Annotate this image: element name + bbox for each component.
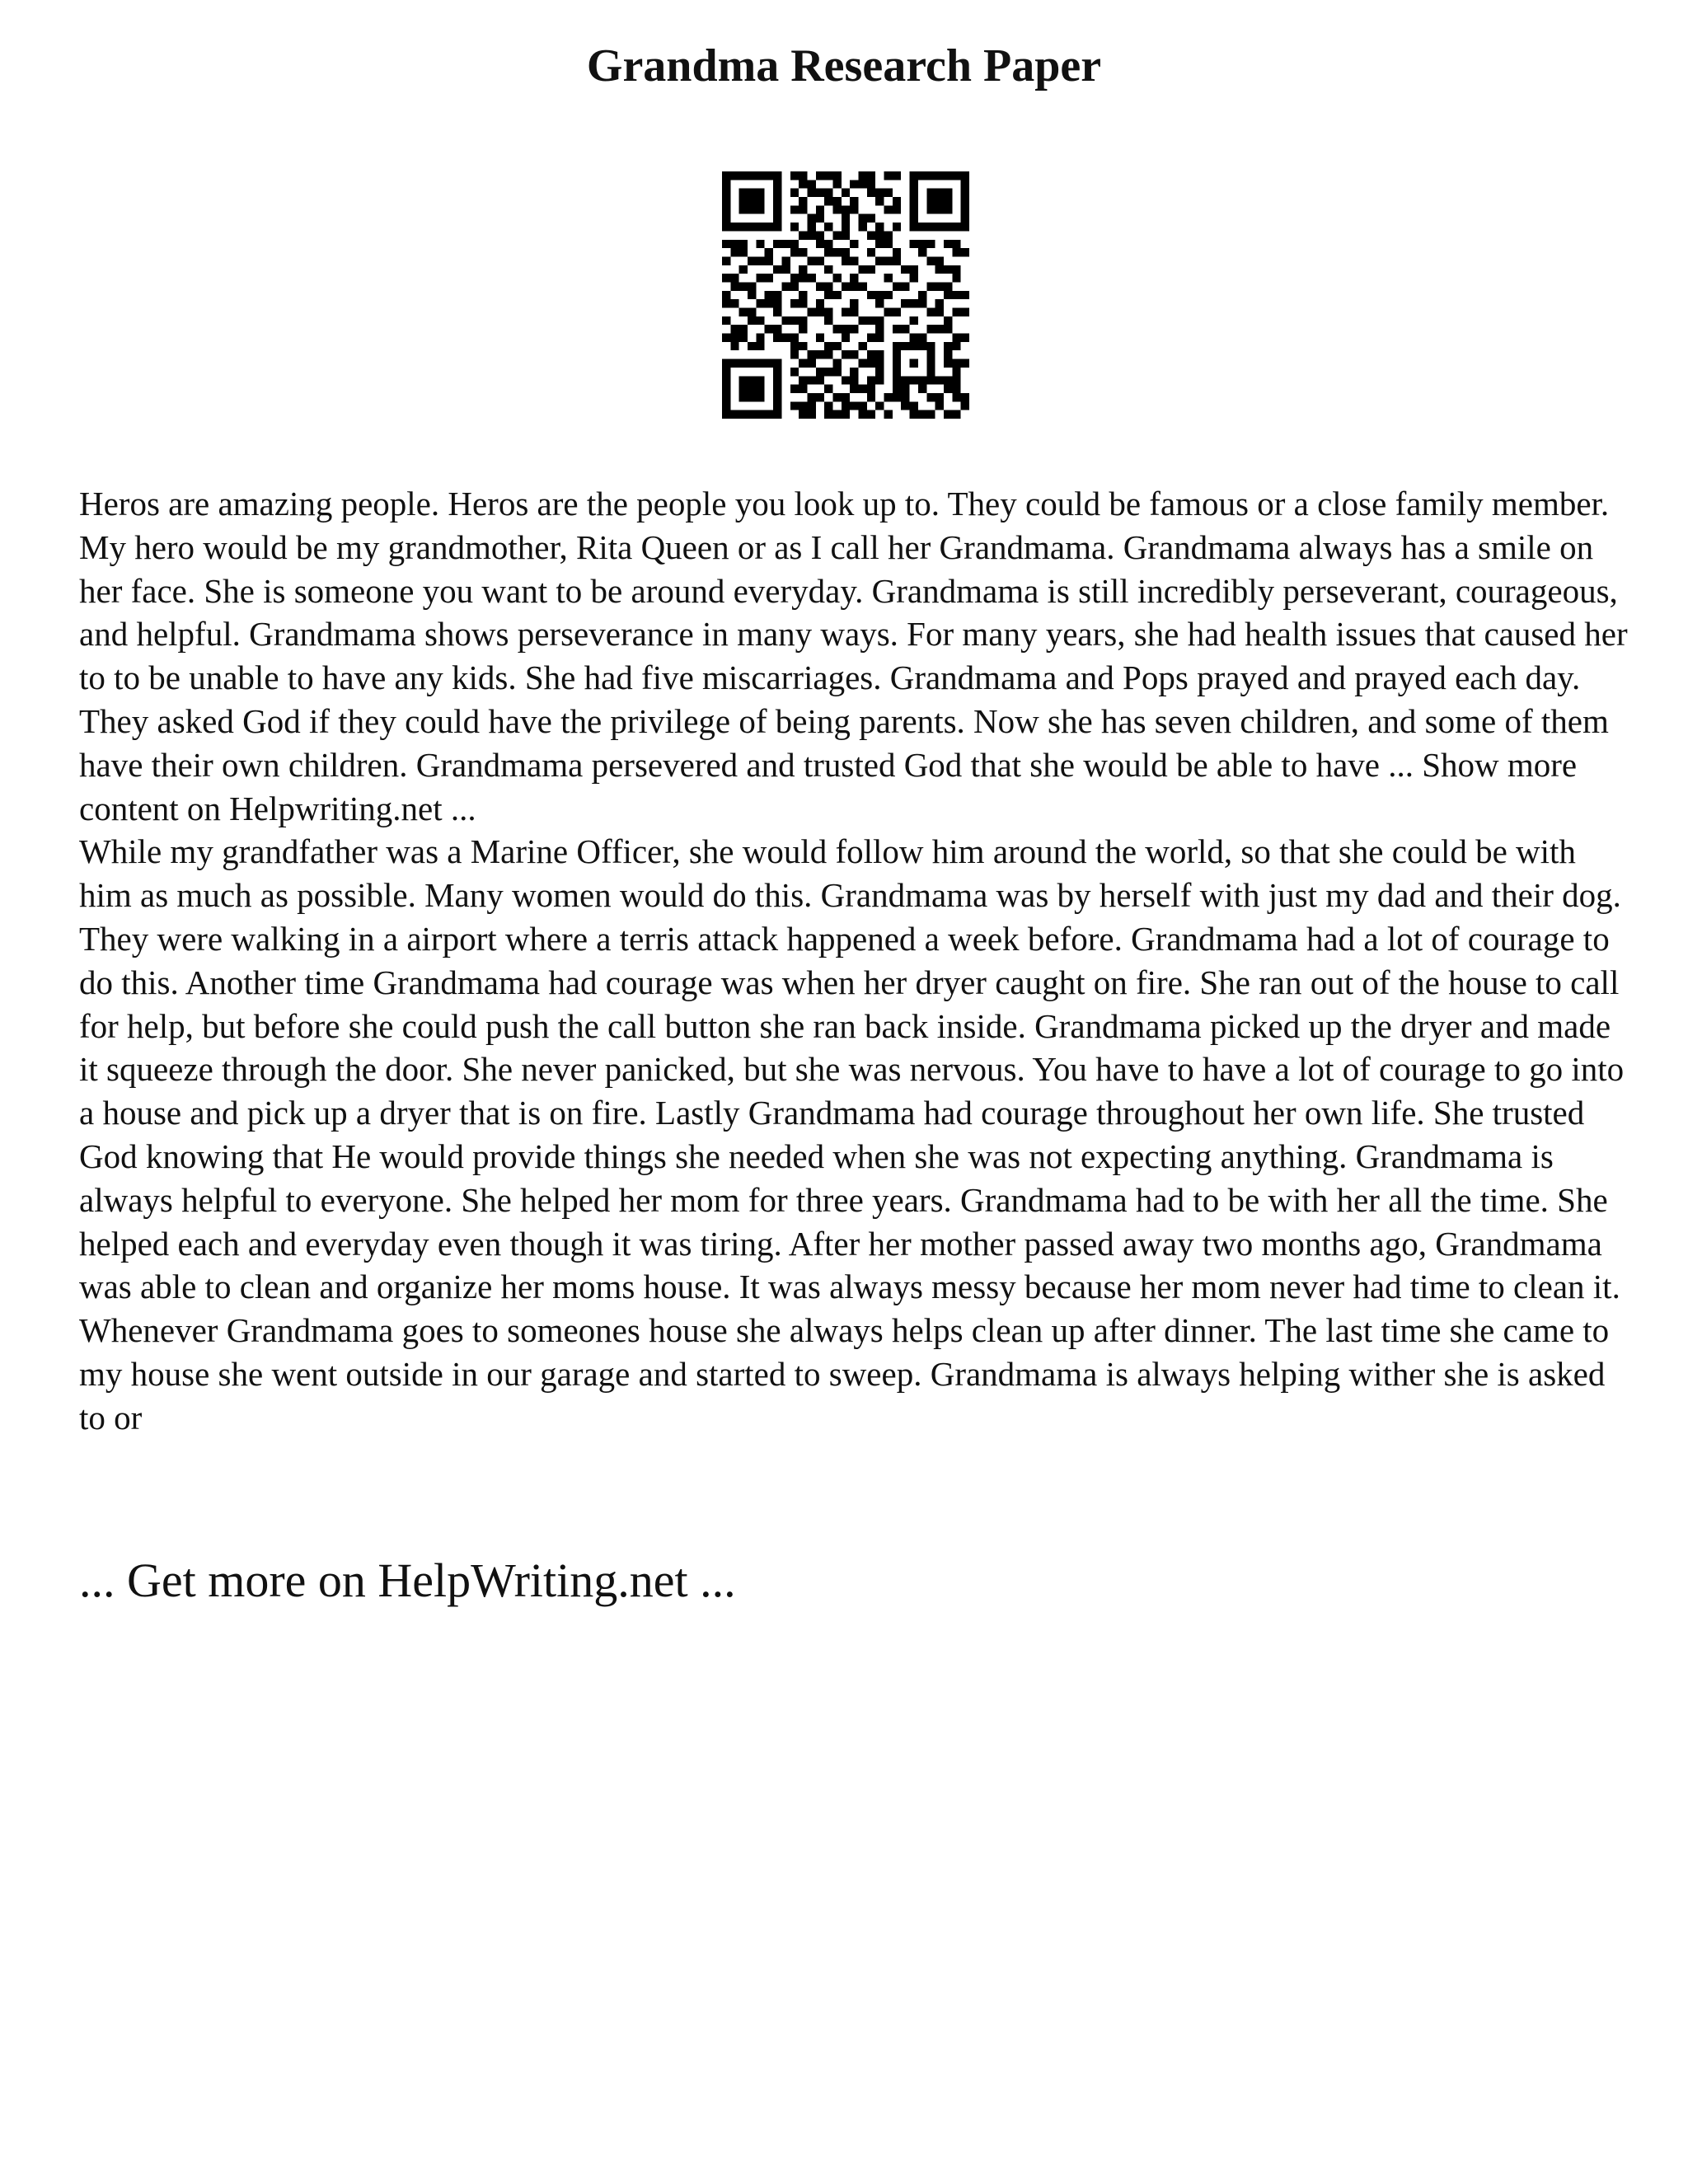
essay-paragraph: While my grandfather was a Marine Officer, she would follow him around the world, so that she could be with him as much as possible. Many women would do this. Grandmama was by herself with just my dad and their dog. They were walking in a airport where a terris attack happened a week before. Grandmama had a lot of courage to do this. Another time Grandmama had courage was when her dryer caught on fire. She ran out of the house to call for help, but before she could push the call button she ran back inside. Grandmama picked up the dryer and made it squeeze through the door. She never panicked, but she was nervous. You have to have a lot of courage to go into a house and pick up a dryer that is on fire. Lastly Grandmama had courage throughout her own life. She trusted God knowing that He would provide things she needed when she was not expecting anything. Grandmama is always helpful to everyone. She helped her mom for three years. Grandmama had to be with her all the time. She helped each and everyday even though it was tiring. After her mother passed away two months ago, Grandmama was able to clean and organize her moms house. It was always messy because her mom never had time to clean it. Whenever Grandmama goes to someones house she always helps clean up after dinner. The last time she came to my house she went outside in our garage and started to sweep. Grandmama is always helping wither she is asked to or: [79, 832, 1625, 1436]
essay-paragraph: Heros are amazing people. Heros are the people you look up to. They could be famous or a close family member. My hero would be my grandmother, Rita Queen or as I call her Grandmama. Grandmama always has a smile on her face. She is someone you want to be around everyday. Grandmama is still incredibly perseverant, courageous, and helpful. Grandmama shows perseverance in many ways. For many years, she had health issues that caused her to to be unable to have any kids. She had five miscarriages. Grandmama and Pops prayed and prayed each day. They asked God if they could have the privilege of being parents. Now she has seven children, and some of them have their own children. Grandmama persevered and trusted God that she would be able to have ... Show more content on Helpwriting.net ...: [79, 485, 1628, 827]
get-more-link[interactable]: ... Get more on HelpWriting.net ...: [79, 1554, 736, 1607]
essay-body: [79, 482, 1629, 1440]
qr-code-icon: [722, 171, 969, 419]
page-title: Grandma Research Paper: [586, 40, 1102, 91]
